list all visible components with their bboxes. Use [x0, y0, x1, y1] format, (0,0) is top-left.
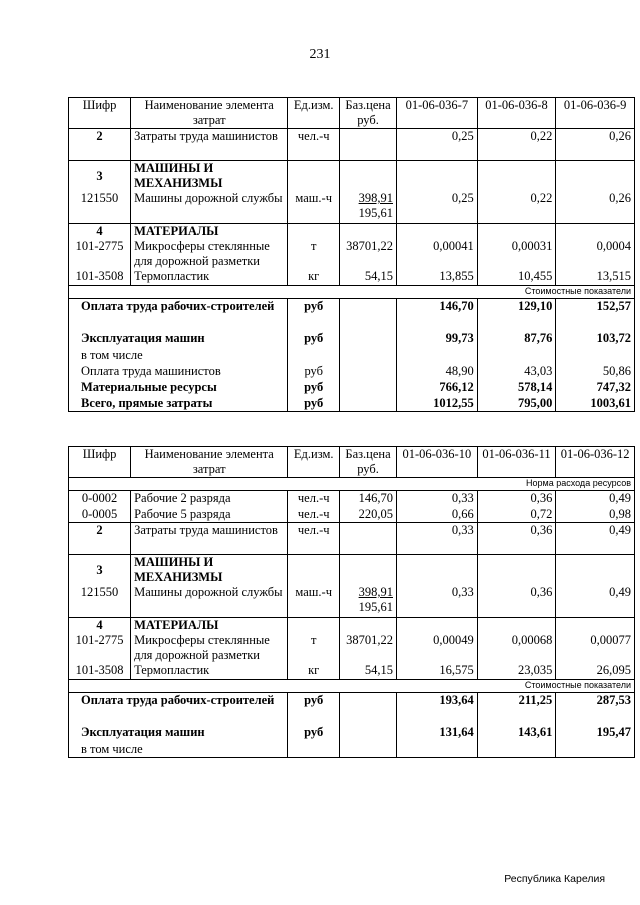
row-value: 0,66 — [396, 507, 477, 523]
row-name: Микросферы стеклянные для дорожной разметки — [131, 239, 288, 269]
norm-subheader-row — [69, 478, 635, 491]
row-unit: кг — [288, 663, 340, 680]
cost-unit: руб — [288, 725, 340, 742]
page-number: 231 — [309, 47, 331, 62]
footer-region-label: Республика Карелия — [504, 873, 605, 885]
row-value: 0,00041 — [396, 239, 477, 269]
row-value: 23,035 — [477, 663, 556, 680]
cost-value: 143,61 — [477, 725, 556, 742]
section-row — [69, 223, 635, 239]
section-code: 3 — [69, 161, 131, 192]
cost-value: 747,32 — [556, 380, 635, 396]
row-price: 398,91 195,61 — [340, 585, 397, 617]
header-unit: Ед.изм. — [288, 447, 340, 478]
row-code: 121550 — [69, 191, 131, 223]
table-row — [69, 633, 635, 663]
row-value: 0,26 — [556, 129, 635, 161]
cost-value: 87,76 — [477, 331, 556, 348]
row-name: Машины дорожной службы — [131, 585, 288, 617]
cost-value: 131,64 — [396, 725, 477, 742]
table-row — [69, 663, 635, 680]
cost-value: 578,14 — [477, 380, 556, 396]
row-value: 0,33 — [396, 523, 477, 555]
row-value: 0,22 — [477, 129, 556, 161]
row-name: Затраты труда машинистов — [131, 523, 288, 555]
row-unit: т — [288, 239, 340, 269]
cost-value: 99,73 — [396, 331, 477, 348]
row-value: 0,33 — [396, 585, 477, 617]
header-col-3: 01-06-036-12 — [556, 447, 635, 478]
cost-name: Оплата труда рабочих-строителей — [69, 299, 288, 331]
cost-subheader-row — [69, 286, 635, 299]
cost-row — [69, 742, 635, 758]
cost-row — [69, 693, 635, 725]
table-row — [69, 129, 635, 161]
cost-value: 287,53 — [556, 693, 635, 725]
row-code: 101-2775 — [69, 633, 131, 663]
cost-value: 211,25 — [477, 693, 556, 725]
row-value: 0,36 — [477, 523, 556, 555]
cost-value: 795,00 — [477, 396, 556, 412]
section-row — [69, 555, 635, 586]
header-code: Шифр — [69, 447, 131, 478]
row-price: 146,70 — [340, 491, 397, 507]
cost-name: в том числе — [69, 348, 288, 364]
section-row — [69, 161, 635, 192]
row-value: 0,25 — [396, 191, 477, 223]
header-col-2: 01-06-036-8 — [477, 98, 556, 129]
section-title: МАТЕРИАЛЫ — [131, 617, 288, 633]
table-row — [69, 239, 635, 269]
cost-row — [69, 331, 635, 348]
cost-value: 48,90 — [396, 364, 477, 380]
row-price: 38701,22 — [340, 633, 397, 663]
row-unit: чел.-ч — [288, 129, 340, 161]
table-row — [69, 585, 635, 617]
row-name: Рабочие 5 разряда — [131, 507, 288, 523]
row-value: 16,575 — [396, 663, 477, 680]
header-price: Баз.цена руб. — [340, 447, 397, 478]
row-value: 0,26 — [556, 191, 635, 223]
resource-table-1 — [68, 97, 635, 412]
row-code: 2 — [69, 129, 131, 161]
row-value: 0,0004 — [556, 239, 635, 269]
cost-row — [69, 348, 635, 364]
section-row — [69, 617, 635, 633]
row-name: Термопластик — [131, 663, 288, 680]
header-col-2: 01-06-036-11 — [477, 447, 556, 478]
resource-table-2 — [68, 446, 635, 758]
row-value: 10,455 — [477, 269, 556, 286]
header-col-1: 01-06-036-10 — [396, 447, 477, 478]
cost-name: Оплата труда рабочих-строителей — [69, 693, 288, 725]
header-unit: Ед.изм. — [288, 98, 340, 129]
row-unit: кг — [288, 269, 340, 286]
cost-unit: руб — [288, 396, 340, 412]
row-value: 0,00068 — [477, 633, 556, 663]
cost-value: 195,47 — [556, 725, 635, 742]
header-name: Наименование элемента затрат — [131, 98, 288, 129]
row-name: Термопластик — [131, 269, 288, 286]
row-unit: маш.-ч — [288, 191, 340, 223]
cost-subheader-row — [69, 680, 635, 693]
row-price: 398,91 195,61 — [340, 191, 397, 223]
header-code: Шифр — [69, 98, 131, 129]
header-col-1: 01-06-036-7 — [396, 98, 477, 129]
cost-value: 152,57 — [556, 299, 635, 331]
row-price: 220,05 — [340, 507, 397, 523]
cost-name: Материальные ресурсы — [69, 380, 288, 396]
section-title: МАШИНЫ И МЕХАНИЗМЫ — [131, 555, 288, 586]
table-row — [69, 523, 635, 555]
cost-unit: руб — [288, 693, 340, 725]
row-code: 101-3508 — [69, 269, 131, 286]
row-price: 38701,22 — [340, 239, 397, 269]
header-name: Наименование элемента затрат — [131, 447, 288, 478]
row-unit: чел.-ч — [288, 507, 340, 523]
row-value: 26,095 — [556, 663, 635, 680]
norm-subheader: Норма расхода ресурсов — [69, 478, 635, 491]
table-header-row — [69, 98, 635, 129]
row-code: 101-3508 — [69, 663, 131, 680]
row-code: 0-0005 — [69, 507, 131, 523]
cost-value: 1003,61 — [556, 396, 635, 412]
row-value: 0,36 — [477, 491, 556, 507]
row-value: 0,00031 — [477, 239, 556, 269]
cost-row — [69, 380, 635, 396]
row-value: 0,00049 — [396, 633, 477, 663]
row-name: Затраты труда машинистов — [131, 129, 288, 161]
cost-name: Эксплуатация машин — [69, 725, 288, 742]
table-row — [69, 269, 635, 286]
table-row — [69, 191, 635, 223]
row-value: 0,49 — [556, 585, 635, 617]
row-code: 0-0002 — [69, 491, 131, 507]
row-value: 13,515 — [556, 269, 635, 286]
row-value: 0,25 — [396, 129, 477, 161]
cost-unit: руб — [288, 380, 340, 396]
cost-row — [69, 725, 635, 742]
cost-value: 146,70 — [396, 299, 477, 331]
cost-unit: руб — [288, 299, 340, 331]
cost-unit: руб — [288, 331, 340, 348]
row-name: Микросферы стеклянные для дорожной разметки — [131, 633, 288, 663]
row-name: Рабочие 2 разряда — [131, 491, 288, 507]
row-price — [340, 129, 397, 161]
cost-row — [69, 396, 635, 412]
table-row — [69, 491, 635, 507]
row-unit: чел.-ч — [288, 491, 340, 507]
row-value: 0,72 — [477, 507, 556, 523]
cost-value: 1012,55 — [396, 396, 477, 412]
cost-name: в том числе — [69, 742, 288, 758]
row-value: 0,49 — [556, 523, 635, 555]
section-code: 3 — [69, 555, 131, 586]
cost-name: Эксплуатация машин — [69, 331, 288, 348]
row-code: 2 — [69, 523, 131, 555]
row-value: 0,36 — [477, 585, 556, 617]
cost-name: Оплата труда машинистов — [69, 364, 288, 380]
section-code: 4 — [69, 617, 131, 633]
cost-value: 50,86 — [556, 364, 635, 380]
row-code: 101-2775 — [69, 239, 131, 269]
cost-unit: руб — [288, 364, 340, 380]
row-value: 0,33 — [396, 491, 477, 507]
table-row — [69, 507, 635, 523]
header-col-3: 01-06-036-9 — [556, 98, 635, 129]
row-value: 0,00077 — [556, 633, 635, 663]
cost-value: 129,10 — [477, 299, 556, 331]
cost-row — [69, 364, 635, 380]
row-unit: маш.-ч — [288, 585, 340, 617]
cost-value: 43,03 — [477, 364, 556, 380]
section-title: МАТЕРИАЛЫ — [131, 223, 288, 239]
row-unit: т — [288, 633, 340, 663]
cost-name: Всего, прямые затраты — [69, 396, 288, 412]
section-title: МАШИНЫ И МЕХАНИЗМЫ — [131, 161, 288, 192]
row-value: 0,49 — [556, 491, 635, 507]
row-code: 121550 — [69, 585, 131, 617]
cost-value: 103,72 — [556, 331, 635, 348]
row-price — [340, 523, 397, 555]
cost-value: 193,64 — [396, 693, 477, 725]
header-price: Баз.цена руб. — [340, 98, 397, 129]
row-unit: чел.-ч — [288, 523, 340, 555]
cost-subheader: Стоимостные показатели — [69, 286, 635, 299]
cost-value: 766,12 — [396, 380, 477, 396]
row-value: 13,855 — [396, 269, 477, 286]
row-value: 0,22 — [477, 191, 556, 223]
row-price: 54,15 — [340, 269, 397, 286]
table-header-row — [69, 447, 635, 478]
cost-row — [69, 299, 635, 331]
section-code: 4 — [69, 223, 131, 239]
row-value: 0,98 — [556, 507, 635, 523]
cost-subheader: Стоимостные показатели — [69, 680, 635, 693]
row-name: Машины дорожной службы — [131, 191, 288, 223]
row-price: 54,15 — [340, 663, 397, 680]
